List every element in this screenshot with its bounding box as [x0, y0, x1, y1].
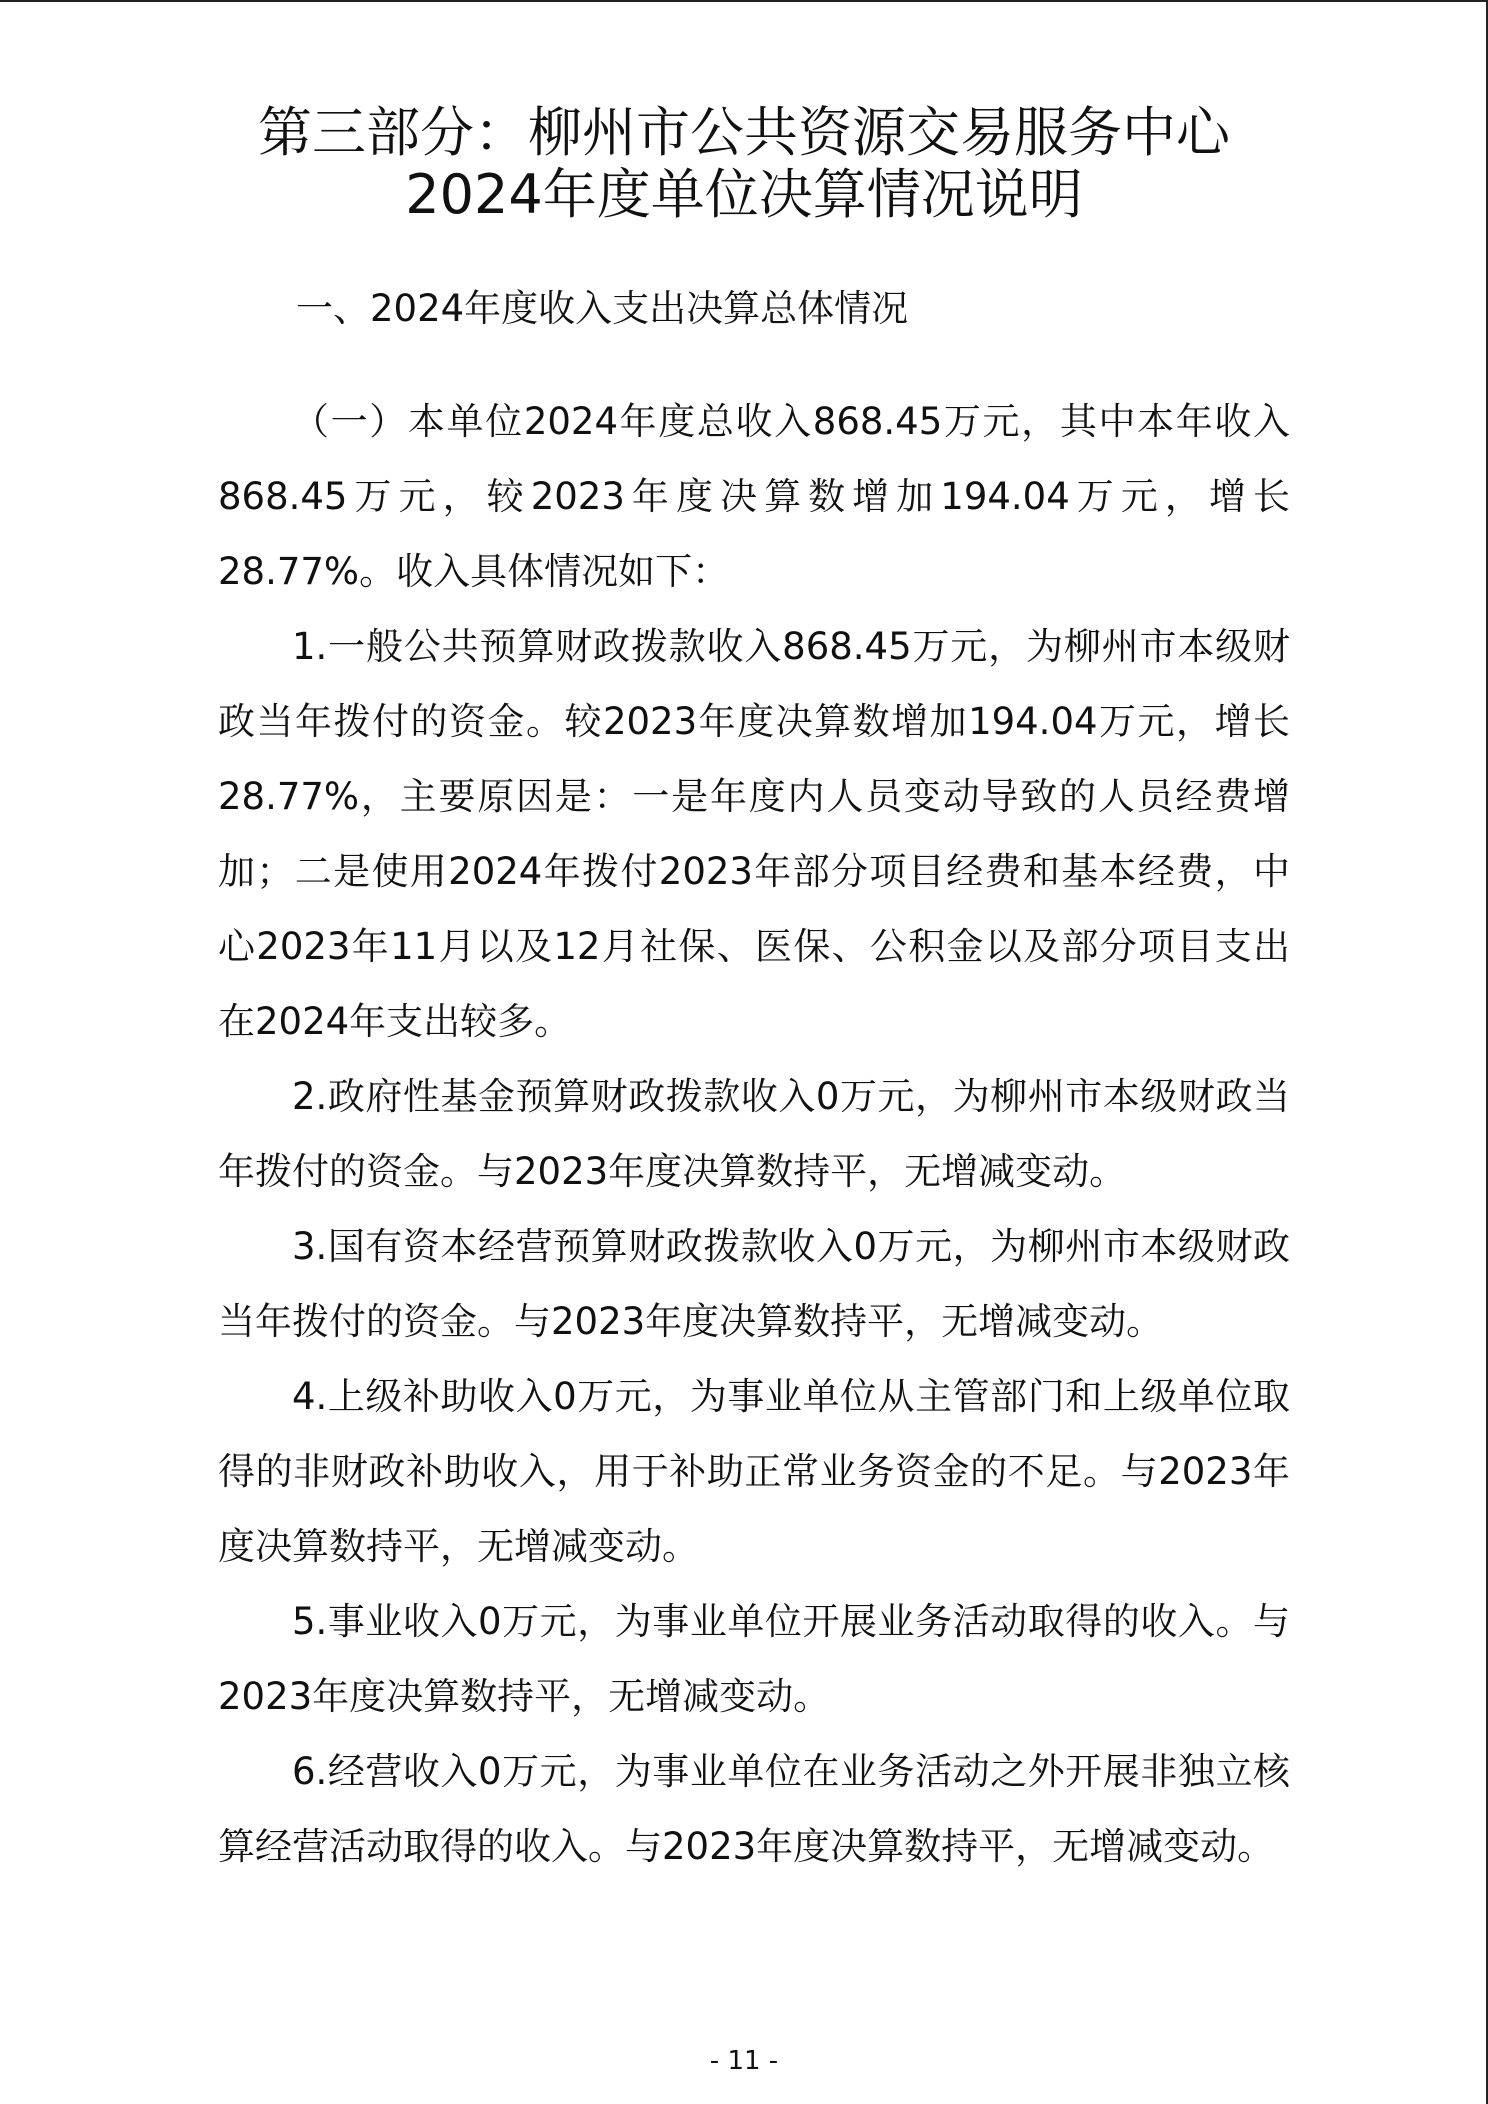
- paragraph-item-1: 1.一般公共预算财政拨款收入868.45万元，为柳州市本级财政当年拨付的资金。较2023年度决算数增加194.04万元，增长28.77%，主要原因是：一是年度内人员变动导致的人员经费增加；二是使用2024年拨付2023年部分项目经费和基本经费，中心2023年11月以及12月社保、医保、公积金以及部分项目支出在2024年支出较多。: [218, 625, 1290, 1043]
- paragraph-item-5: 5.事业收入0万元，为事业单位开展业务活动取得的收入。与2023年度决算数持平，无增减变动。: [218, 1600, 1290, 1718]
- title-line-2: 2024年度单位决算情况说明: [405, 163, 1083, 226]
- section-heading: 一、2024年度收入支出决算总体情况: [296, 287, 909, 330]
- page-title: [0, 102, 1488, 226]
- page-number: - 11 -: [709, 2046, 779, 2076]
- paragraph-item-2: 2.政府性基金预算财政拨款收入0万元，为柳州市本级财政当年拨付的资金。与2023年度决算数持平，无增减变动。: [218, 1075, 1290, 1193]
- paragraph-item-3: 3.国有资本经营预算财政拨款收入0万元，为柳州市本级财政当年拨付的资金。与2023年度决算数持平，无增减变动。: [218, 1225, 1290, 1343]
- paragraph-item-6: 6.经营收入0万元，为事业单位在业务活动之外开展非独立核算经营活动取得的收入。与2023年度决算数持平，无增减变动。: [218, 1750, 1290, 1868]
- paragraph-item-4: 4.上级补助收入0万元，为事业单位从主管部门和上级单位取得的非财政补助收入，用于补助正常业务资金的不足。与2023年度决算数持平，无增减变动。: [218, 1375, 1290, 1568]
- body-text: [218, 384, 1290, 1884]
- paragraph-summary: （一）本单位2024年度总收入868.45万元，其中本年收入868.45万元，较2023年度决算数增加194.04万元，增长28.77%。收入具体情况如下：: [218, 400, 1290, 593]
- title-line-1: 第三部分：柳州市公共资源交易服务中心: [258, 101, 1230, 164]
